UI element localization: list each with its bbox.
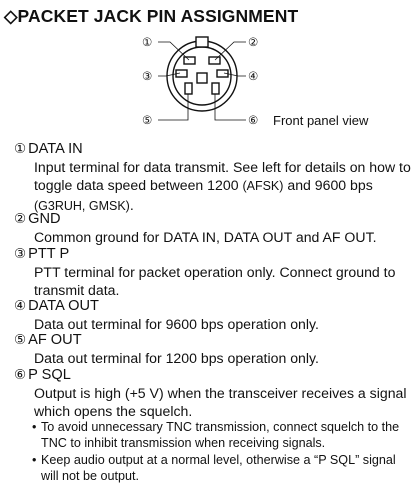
bullet-dot: • bbox=[32, 453, 37, 467]
bullet-dot: • bbox=[32, 420, 37, 434]
pin-6-name: P SQL bbox=[28, 367, 71, 383]
pin-1-desc-modes: (G3RUH, GMSK) bbox=[34, 198, 130, 213]
callout-6: ⑥ bbox=[248, 115, 259, 127]
jack-outer-ring bbox=[167, 41, 237, 111]
pin-5-number: ⑤ bbox=[14, 332, 27, 347]
pin-3-name: PTT P bbox=[28, 246, 70, 262]
callout-3: ③ bbox=[142, 71, 153, 83]
pin-5-heading bbox=[14, 331, 82, 349]
pin-6-note-2-text: Keep audio output at a normal level, otherwise a “P SQL” signal will not be output. bbox=[41, 453, 396, 483]
page-title: ◇PACKET JACK PIN ASSIGNMENT bbox=[4, 6, 299, 26]
pin-1-desc-text-2: and 9600 bps bbox=[283, 177, 373, 194]
pin-6-description: Output is high (+5 V) when the transceiver receives a signal which opens the squelch. bbox=[34, 385, 407, 420]
pin-1-name: DATA IN bbox=[28, 141, 83, 157]
pin-2-number: ② bbox=[14, 211, 27, 226]
pin-6-socket bbox=[212, 83, 219, 94]
pin-1-description bbox=[34, 158, 416, 215]
callout-2: ② bbox=[248, 37, 259, 49]
pin-1-socket bbox=[184, 57, 195, 64]
center-socket bbox=[197, 73, 207, 83]
callout-1: ① bbox=[142, 37, 153, 49]
diagram-caption: Front panel view bbox=[273, 113, 369, 128]
packet-jack-diagram bbox=[140, 32, 268, 132]
pin-4-description: Data out terminal for 9600 bps operation only. bbox=[34, 316, 319, 332]
callout-4: ④ bbox=[248, 71, 259, 83]
pin-6-heading bbox=[14, 366, 71, 384]
pin-4-heading bbox=[14, 297, 99, 315]
pin-4-name: DATA OUT bbox=[28, 298, 99, 314]
pin-5-socket bbox=[185, 83, 192, 94]
callout-5: ⑤ bbox=[142, 115, 153, 127]
pin-1-desc-text: Input terminal for data transmit. See left for details on how to toggle data speed between 1200 bbox=[34, 159, 411, 194]
pin-1-heading bbox=[14, 140, 83, 158]
pin-1-desc-afsk: (AFSK) bbox=[242, 179, 284, 194]
pin-5-name: AF OUT bbox=[28, 332, 82, 348]
pin-2-heading bbox=[14, 210, 61, 228]
pin-1-number: ① bbox=[14, 141, 27, 156]
pin-6-note-1 bbox=[30, 419, 416, 451]
pin-3-description: PTT terminal for packet operation only. Connect ground to transmit data. bbox=[34, 264, 396, 299]
pin-1-desc-end: . bbox=[129, 196, 134, 213]
pin-2-description: Common ground for DATA IN, DATA OUT and AF OUT. bbox=[34, 229, 377, 245]
pin-2-socket bbox=[209, 57, 220, 64]
pin-6-note-2 bbox=[30, 452, 416, 484]
pin-6-number: ⑥ bbox=[14, 367, 27, 382]
key-notch bbox=[196, 37, 208, 47]
pin-3-heading bbox=[14, 245, 69, 263]
jack-inner-ring bbox=[173, 47, 231, 105]
pin-4-number: ④ bbox=[14, 298, 27, 313]
pin-6-note-1-text: To avoid unnecessary TNC transmission, connect squelch to the TNC to inhibit transmission when receiving signals. bbox=[41, 420, 400, 450]
pin-2-name: GND bbox=[28, 211, 61, 227]
pin-5-description: Data out terminal for 1200 bps operation only. bbox=[34, 350, 319, 366]
pin-3-number: ③ bbox=[14, 246, 27, 261]
